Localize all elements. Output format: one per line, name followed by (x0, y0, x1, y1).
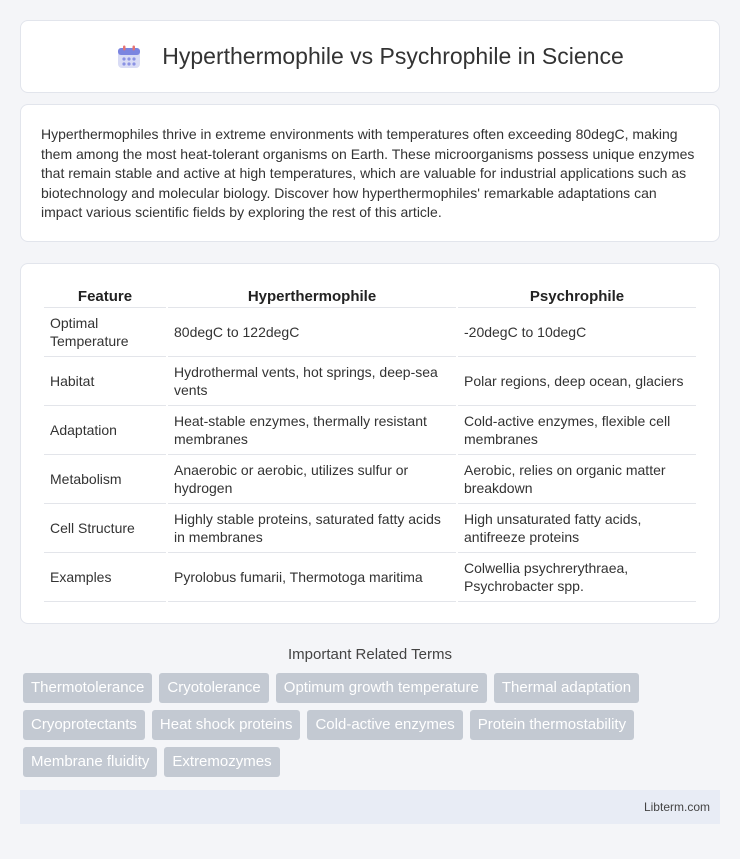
row-psychrophile: High unsaturated fatty acids, antifreeze proteins (458, 504, 696, 553)
related-terms-title: Important Related Terms (288, 646, 452, 663)
row-feature: Habitat (44, 357, 166, 406)
table-header-row (44, 284, 696, 308)
row-psychrophile: Polar regions, deep ocean, glaciers (458, 357, 696, 406)
page-title: Hyperthermophile vs Psychrophile in Science (162, 43, 624, 69)
tag-protein-thermostability[interactable]: Protein thermostability (470, 710, 634, 740)
tag-thermotolerance[interactable]: Thermotolerance (23, 673, 152, 703)
tag-cryotolerance[interactable]: Cryotolerance (159, 673, 268, 703)
tag-extremozymes[interactable]: Extremozymes (164, 747, 279, 777)
row-psychrophile: Cold-active enzymes, flexible cell membranes (458, 406, 696, 455)
row-feature: Optimal Temperature (44, 308, 166, 357)
row-hyperthermophile: Heat-stable enzymes, thermally resistant membranes (168, 406, 456, 455)
comparison-table-card (20, 263, 720, 624)
table-row (44, 455, 696, 504)
tag-thermal-adaptation[interactable]: Thermal adaptation (494, 673, 639, 703)
row-hyperthermophile: Pyrolobus fumarii, Thermotoga maritima (168, 553, 456, 602)
table-row (44, 553, 696, 602)
related-terms-tags (20, 673, 720, 777)
row-feature: Metabolism (44, 455, 166, 504)
row-feature: Cell Structure (44, 504, 166, 553)
related-terms-section (20, 646, 720, 777)
row-hyperthermophile: Highly stable proteins, saturated fatty acids in membranes (168, 504, 456, 553)
calendar-icon (116, 44, 142, 70)
table-row (44, 357, 696, 406)
title-card (20, 20, 720, 93)
intro-card (20, 104, 720, 242)
tag-heat-shock-proteins[interactable]: Heat shock proteins (152, 710, 301, 740)
tag-membrane-fluidity[interactable]: Membrane fluidity (23, 747, 157, 777)
tag-cryoprotectants[interactable]: Cryoprotectants (23, 710, 145, 740)
footer (20, 790, 720, 824)
row-hyperthermophile: Hydrothermal vents, hot springs, deep-sea vents (168, 357, 456, 406)
row-psychrophile: Colwellia psychrerythraea, Psychrobacter spp. (458, 553, 696, 602)
header-psychrophile: Psychrophile (458, 284, 696, 308)
table-row (44, 504, 696, 553)
table-row (44, 308, 696, 357)
footer-site-link[interactable]: Libterm.com (643, 800, 710, 814)
tag-optimum-growth-temperature[interactable]: Optimum growth temperature (276, 673, 487, 703)
header-feature: Feature (44, 284, 166, 308)
row-feature: Examples (44, 553, 166, 602)
tag-cold-active-enzymes[interactable]: Cold-active enzymes (307, 710, 462, 740)
row-feature: Adaptation (44, 406, 166, 455)
row-psychrophile: Aerobic, relies on organic matter breakdown (458, 455, 696, 504)
row-hyperthermophile: Anaerobic or aerobic, utilizes sulfur or hydrogen (168, 455, 456, 504)
header-hyperthermophile: Hyperthermophile (168, 284, 456, 308)
row-psychrophile: -20degC to 10degC (458, 308, 696, 357)
table-row (44, 406, 696, 455)
row-hyperthermophile: 80degC to 122degC (168, 308, 456, 357)
intro-text: Hyperthermophiles thrive in extreme environments with temperatures often exceeding 80degC, making them among the most heat-tolerant organisms on Earth. These microorganisms possess unique enzymes that remain stable and active at high temperatures, which are valuable for industrial applications such as biotechnology and molecular biology. Discover how hyperthermophiles' remarkable adaptations can impact various scientific fields by exploring the rest of this article. (41, 126, 695, 220)
comparison-table (42, 284, 698, 602)
